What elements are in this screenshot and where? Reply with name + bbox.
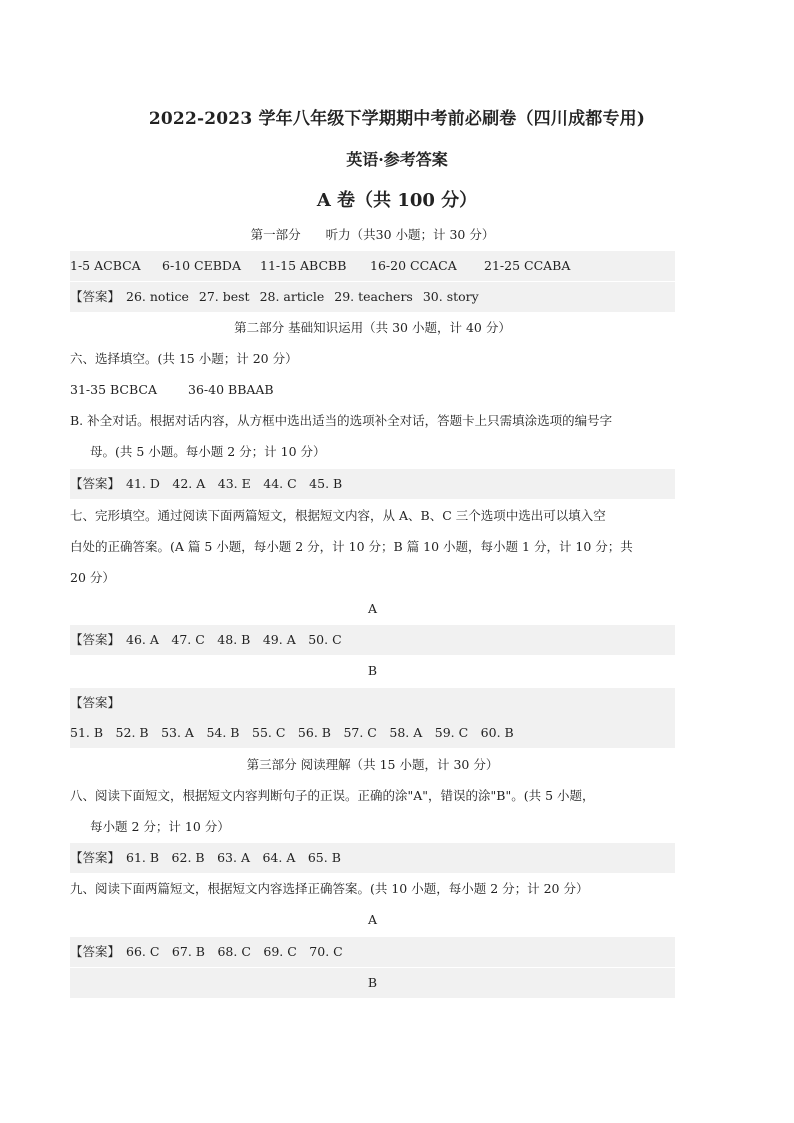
section7-b-answers-row: 51. B 52. B 53. A 54. B 55. C 56. B 57. C 58. A 59. C 60. B (70, 718, 675, 748)
section7-b-answer-label-row (70, 688, 675, 718)
sectionB-answers: 41. D 42. A 43. E 44. C 45. B (126, 476, 343, 491)
answer-label: 【答案】 (70, 695, 121, 710)
part1-heading: 第一部分 听力（共30 小题；计 30 分） (250, 227, 495, 242)
part2-heading: 第二部分 基础知识运用（共 30 小题，计 40 分） (234, 320, 511, 335)
answer-label: 【答案】 (70, 850, 121, 865)
section6-answers-row (70, 375, 675, 405)
section8-instructions-line1: 八、阅读下面短文，根据短文内容判断句子的正误。正确的涂"A"，错误的涂"B"。(共 5 小题， (70, 788, 595, 803)
section8-instructions-line2: 每小题 2 分；计 10 分） (90, 819, 230, 834)
part3-heading: 第三部分 阅读理解（共 15 小题，计 30 分） (246, 757, 499, 772)
listening-group-3: 11-15 ABCBB (260, 258, 347, 273)
section7-instructions-line3: 20 分） (70, 570, 115, 585)
answer-label: 【答案】 (70, 476, 121, 491)
section7-passage-a-label: A (367, 601, 378, 616)
fill-answer-26: 26. notice (126, 289, 189, 304)
section9-passage-a-label: A (367, 912, 378, 927)
section7-passage-b-label: B (367, 663, 378, 678)
document-title: 2022-2023 学年八年级下学期期中考前必刷卷（四川成都专用) (148, 109, 646, 129)
section6-heading: 六、选择填空。(共 15 小题；计 20 分） (70, 351, 298, 366)
section8-answers: 61. B 62. B 63. A 64. A 65. B (126, 850, 341, 865)
listening-group-5: 21-25 CCABA (484, 258, 571, 273)
section7-a-answers-row (70, 625, 675, 655)
section7-a-answers: 46. A 47. C 48. B 49. A 50. C (126, 632, 342, 647)
listening-answers-row (70, 251, 675, 281)
answer-label: 【答案】 (70, 289, 121, 304)
sectionB-instructions-line1: B. 补全对话。根据对话内容，从方框中选出适当的选项补全对话，答题卡上只需填涂选项的编号字 (70, 413, 613, 428)
section7-instructions-line2: 白处的正确答案。(A 篇 5 小题，每小题 2 分，计 10 分；B 篇 10 小题，每小题 1 分，计 10 分；共 (70, 539, 633, 554)
fill-answer-28: 28. article (259, 289, 325, 304)
listening-group-4: 16-20 CCACA (370, 258, 457, 273)
answer-label: 【答案】 (70, 632, 121, 647)
answer-label: 【答案】 (70, 944, 121, 959)
section9-a-answers: 66. C 67. B 68. C 69. C 70. C (126, 944, 343, 959)
section7-instructions-line1: 七、完形填空。通过阅读下面两篇短文，根据短文内容，从 A、B、C 三个选项中选出可以填入空 (70, 508, 606, 523)
fill-answer-30: 30. story (422, 289, 479, 304)
listening-group-2: 6-10 CEBDA (162, 258, 241, 273)
document-subtitle: 英语·参考答案 (346, 150, 448, 169)
fill-answer-29: 29. teachers (334, 289, 413, 304)
section6-group-1: 31-35 BCBCA (70, 382, 157, 397)
section6-group-2: 36-40 BBAAB (188, 382, 274, 397)
listening-group-1: 1-5 ACBCA (70, 258, 141, 273)
section9-instructions: 九、阅读下面两篇短文，根据短文内容选择正确答案。(共 10 小题，每小题 2 分；计 20 分） (70, 881, 589, 896)
volume-heading: A 卷（共 100 分） (316, 190, 478, 211)
section8-answers-row (70, 843, 675, 873)
fill-answers-row (70, 282, 675, 312)
section9-passage-b-label: B (70, 968, 675, 998)
section9-a-answers-row (70, 937, 675, 967)
sectionB-answers-row (70, 469, 675, 499)
fill-answer-27: 27. best (198, 289, 250, 304)
sectionB-instructions-line2: 母。(共 5 小题。每小题 2 分；计 10 分） (90, 444, 326, 459)
